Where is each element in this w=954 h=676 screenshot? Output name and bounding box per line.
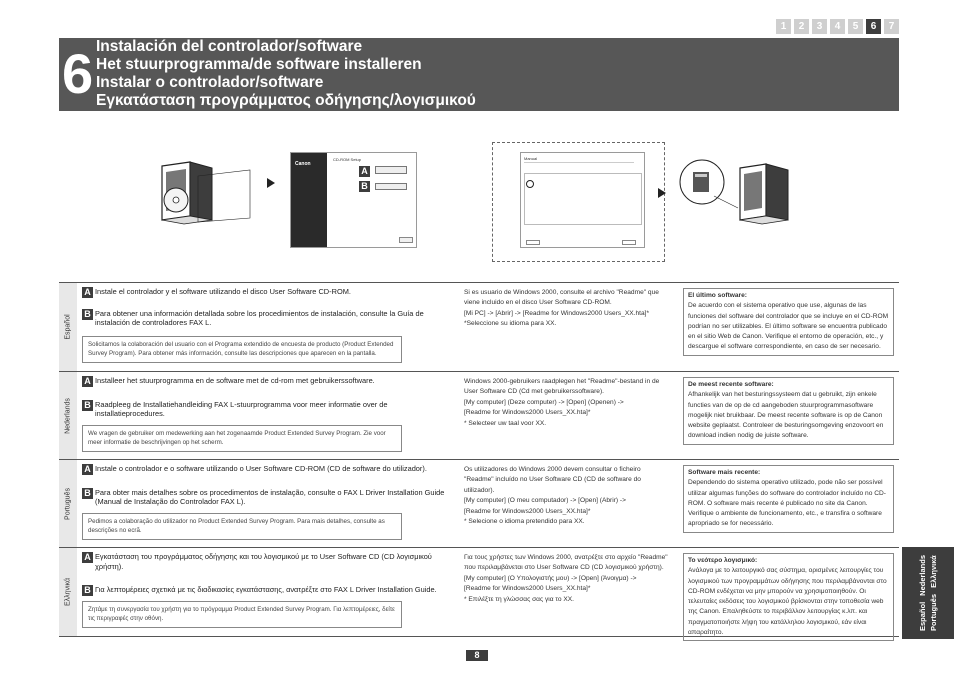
note-el: Ζητάμε τη συνεργασία του χρήστη για το πρόγραμμα Product Extended Survey Program. Για λεπτομέρειες, δείτε τις περιγραφές στην οθόνη.: [82, 601, 402, 628]
title-el: Εγκατάσταση προγράμματος οδήγησης/λογισμικού: [96, 92, 476, 109]
step-5: 5: [848, 19, 863, 34]
badge-a-icon: A: [82, 464, 93, 475]
arrow-right-icon-2: [658, 188, 666, 198]
badge-a-icon: A: [82, 376, 93, 387]
badge-a-icon: A: [82, 287, 93, 298]
installation-illustration: [0, 130, 954, 270]
step-7: 7: [884, 19, 899, 34]
setup-title: CD-ROM Setup: [333, 157, 362, 162]
canon-logo: Canon: [295, 161, 311, 167]
step-b-pt: B Para obter mais detalhes sobre os procedimentos de instalação, consulte o FAX L Driver Installation Guide (Manual de Instalação do Controlador FAX L).: [82, 488, 452, 507]
badge-b-icon: B: [82, 309, 93, 320]
title-pt: Instalar o controlador/software: [96, 74, 324, 91]
manual-screenshot: [520, 152, 645, 248]
row-nl: [59, 371, 899, 459]
latest-software-nl: De meest recente software: Afhankelijk van het besturingssysteem dat u gebruikt, zijn enkele functies van de op de cd aangeboden stuurprogrammasoftware mogelijk niet bruikbaar. De meest recente software is op de Canon website geplaatst. Controleer de besturingsomgeving enzovoort en download indien nodig de juiste software.: [683, 377, 894, 445]
instructions-nl: [82, 376, 452, 452]
title-nl: Het stuurprogramma/de software installeren: [96, 56, 422, 73]
badge-b-icon: B: [82, 585, 93, 596]
readme-pt: Os utilizadores do Windows 2000 devem consultar o ficheiro "Readme" incluído no User Software CD (CD de software do utilizador). [My computer] (O meu computador) -> [Open] (Abrir) -> [Readme for Windows2000 Users_XX.hta]* * Selecione o idioma pretendido para XX.: [464, 466, 641, 526]
step-a-el: A Εγκατάσταση του προγράμματος οδήγησης και του λογισμικού με το User Software CD (CD λογισμικού χρήστη).: [82, 552, 452, 571]
step-3: 3: [812, 19, 827, 34]
language-table: [59, 282, 899, 637]
note-pt: Pedimos a colaboração do utilizador no Product Extended Survey Program. Para mais detalhes, consulte as descrições no ecrã.: [82, 513, 402, 540]
step-a-nl: A Installeer het stuurprogramma en de software met de cd-rom met gebruikerssoftware.: [82, 376, 452, 386]
badge-b-icon: B: [82, 488, 93, 499]
row-es: [59, 282, 899, 371]
instructions-el: [82, 552, 452, 628]
lang-label-nl: Nederlands: [59, 372, 77, 459]
section-header: [59, 38, 899, 111]
badge-b: B: [359, 181, 370, 192]
note-es: Solicitamos la colaboración del usuario con el Programa extendido de encuesta de producto (Product Extended Survey Program). Para obtener más información, consulte las descripciones que aparecen en la pantalla.: [82, 336, 402, 363]
side-tab-line-2: Português Ελληνικά: [929, 555, 938, 632]
instructions-es: [82, 287, 452, 363]
badge-a-icon: A: [82, 552, 93, 563]
note-nl: We vragen de gebruiker om medewerking aan het zogenaamde Product Extended Survey Program. Zie voor meer informatie de beschrijvingen op het scherm.: [82, 425, 402, 452]
language-side-tab: [902, 547, 954, 639]
section-number: 6: [62, 42, 94, 105]
latest-software-el: Το νεότερο λογισμικό: Ανάλογα με το λειτουργικό σας σύστημα, ορισμένες λειτουργίες του λογισμικού των προγραμμάτων οδήγησης που περιλαμβάνονται στο CD-ROM ενδέχεται να μην μπορούν να χρησιμοποιηθούν. Οι τελευταίες εκδόσεις του λογισμικού βρίσκονται στην τοποθεσία web της Canon. Επαληθεύστε το περιβάλλον λειτουργίας κ.λπ. και πραγματοποιήστε λήψη του κατάλληλου λογισμικού, εάν είναι απαραίτητο.: [683, 553, 894, 641]
title-es: Instalación del controlador/software: [96, 38, 363, 55]
readme-es: Si es usuario de Windows 2000, consulte el archivo "Readme" que viene incluido en el disco User Software CD-ROM. [Mi PC] -> [Abrir] -> [Readme for Windows2000 Users_XX.hta]* *Seleccione su idioma para XX.: [464, 289, 659, 328]
step-a-es: A Instale el controlador y el software utilizando el disco User Software CD-ROM.: [82, 287, 452, 297]
readme-nl: Windows 2000-gebruikers raadplegen het "Readme"-bestand in de User Software CD (Cd met gebruikerssoftware). [My computer] (Deze computer) -> [Open] (Openen) -> [Readme for Windows2000 Users_XX.hta]* * Selecteer uw taal voor XX.: [464, 378, 660, 427]
step-b-es: B Para obtener una información detallada sobre los procedimientos de instalación, consulte la Guía de instalación de controladores FAX L.: [82, 309, 452, 328]
step-b-nl: B Raadpleeg de Installatiehandleiding FAX L-stuurprogramma voor meer informatie over de installatieprocedures.: [82, 400, 452, 419]
latest-software-pt: Software mais recente: Dependendo do sistema operativo utilizado, pode não ser possível utilizar algumas funções do software do controlador incluído no CD-ROM. O software mais recente é publicado no site da Canon. Verifique o ambiente de funcionamento, etc., e transfira o software apropriado se for necessário.: [683, 465, 894, 533]
side-tab-line-1: Español Nederlands: [918, 554, 927, 632]
computer-cd-icon: [150, 156, 255, 226]
manual-title: Manual: [524, 156, 538, 161]
readme-el: Για τους χρήστες των Windows 2000, ανατρέξτε στο αρχείο "Readme" που περιλαμβάνεται στο User Software CD (CD λογισμικού χρήστη). [My computer] (Ο Υπολογιστής μου) -> [Open] (Άνοιγμα) -> [Readme for Windows2000 Users_XX.hta]* * Επιλέξτε τη γλώσσας σας για το XX.: [464, 554, 668, 603]
step-1: 1: [776, 19, 791, 34]
page-number: 8: [466, 650, 488, 661]
step-6: 6: [866, 19, 881, 34]
arrow-right-icon: [267, 178, 275, 188]
cdrom-setup-screenshot: [290, 152, 417, 248]
lang-label-es: Español: [59, 283, 77, 371]
row-pt: [59, 459, 899, 547]
step-2: 2: [794, 19, 809, 34]
row-el: [59, 547, 899, 637]
instructions-pt: [82, 464, 452, 540]
step-4: 4: [830, 19, 845, 34]
step-a-pt: A Instale o controlador e o software utilizando o User Software CD-ROM (CD de software do utilizador).: [82, 464, 452, 474]
section-titles: [96, 38, 476, 110]
lang-label-el: Ελληνικά: [59, 548, 77, 636]
badge-a: A: [359, 166, 370, 177]
badge-b-icon: B: [82, 400, 93, 411]
lang-label-pt: Português: [59, 460, 77, 547]
step-b-el: B Για λεπτομέρειες σχετικά με τις διαδικασίες εγκατάστασης, ανατρέξτε στο FAX L Driver Installation Guide.: [82, 585, 452, 595]
latest-software-es: El último software: De acuerdo con el sistema operativo que use, algunas de las funciones del software del controlador que se incluye en el CD-ROM podrían no ser utilizables. El último software se encuentra publicado en el sitio Web de Canon. Verifique el entorno de operación, etc., y descargue el software correspondiente, en caso de ser necesario.: [683, 288, 894, 356]
computer-manual-icon: [678, 156, 798, 226]
step-tabs: [776, 19, 899, 34]
